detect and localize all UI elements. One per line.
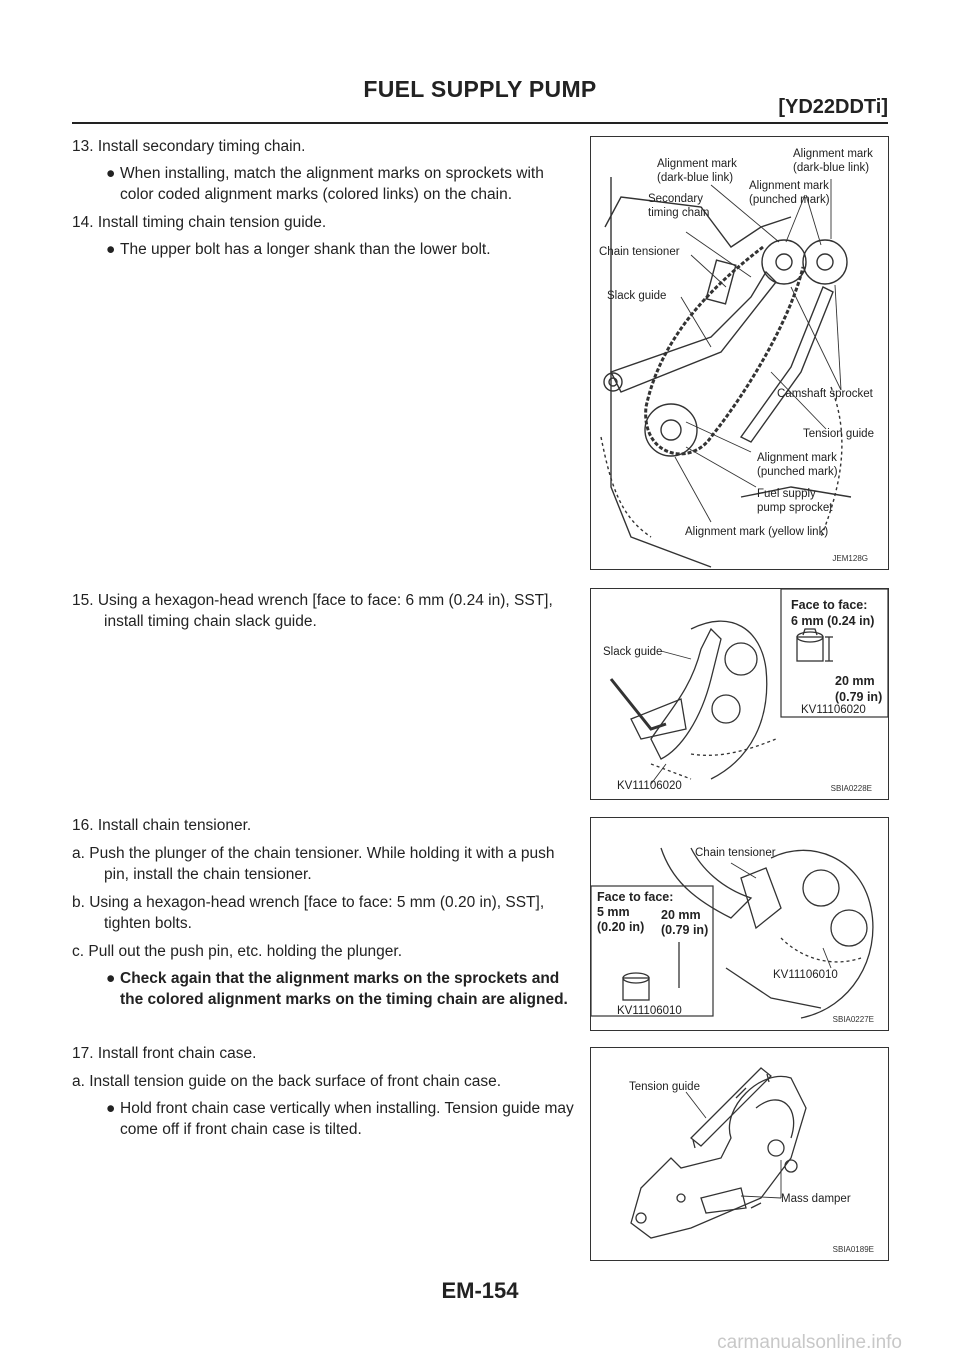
figure-front-chain-case bbox=[590, 1047, 889, 1261]
figure-code: JEM128G bbox=[832, 554, 868, 563]
step-15: 15. Using a hexagon-head wrench [face to face: 6 mm (0.24 in), SST], install timing chain slack guide. bbox=[72, 592, 553, 630]
step-17-bullet-text: Hold front chain case vertically when installing. Tension guide may come off if front chain case is tilted. bbox=[120, 1100, 574, 1138]
bullet-icon: ● bbox=[106, 1100, 116, 1117]
step-16c: c. Pull out the push pin, etc. holding the plunger. bbox=[72, 943, 403, 960]
label-chain-tensioner: Chain tensioner bbox=[599, 246, 680, 258]
step-13-bullet bbox=[72, 163, 580, 205]
steps-13-14 bbox=[72, 136, 580, 260]
label-slack-guide: Slack guide bbox=[603, 646, 663, 658]
step-14-bullet bbox=[72, 239, 580, 260]
label-am-yellow: Alignment mark (yellow link) bbox=[685, 526, 829, 538]
step-16b: b. Using a hexagon-head wrench [face to face: 5 mm (0.20 in), SST], tighten bolts. bbox=[72, 894, 545, 932]
label-tool-inset: KV11106020 bbox=[801, 704, 866, 716]
label-am-punched-top: Alignment mark (punched mark) bbox=[749, 180, 830, 206]
step-15-block bbox=[72, 590, 580, 632]
bullet-icon: ● bbox=[106, 241, 116, 258]
step-14-bullet-text: The upper bolt has a longer shank than the lower bolt. bbox=[120, 241, 491, 258]
figure-timing-chain bbox=[590, 136, 889, 570]
figure-code: SBIA0227E bbox=[832, 1015, 874, 1024]
label-camshaft-sprocket: Camshaft sprocket bbox=[777, 388, 873, 400]
watermark: carmanualsonline.info bbox=[717, 1332, 902, 1353]
step-17a: a. Install tension guide on the back surface of front chain case. bbox=[72, 1073, 502, 1090]
figure-slack-guide bbox=[590, 588, 889, 800]
label-am-dark-blue-right: Alignment mark (dark-blue link) bbox=[793, 148, 873, 174]
label-slack-guide: Slack guide bbox=[607, 290, 667, 302]
step-17-block bbox=[72, 1043, 580, 1140]
header-rule bbox=[72, 122, 888, 124]
label-tension-guide: Tension guide bbox=[629, 1081, 700, 1093]
step-16-bullet-text: Check again that the alignment marks on the sprockets and the colored alignment marks on the timing chain are aligned. bbox=[120, 970, 568, 1008]
label-face-to-face: Face to face: 6 mm (0.24 in) bbox=[791, 598, 875, 628]
bullet-icon: ● bbox=[106, 970, 116, 987]
label-length: 20 mm (0.79 in) bbox=[835, 674, 883, 704]
step-13-bullet-text: When installing, match the alignment marks on sprockets with color coded alignment marks (colored links) on the chain. bbox=[120, 165, 544, 203]
label-face-to-face: Face to face: 5 mm (0.20 in) bbox=[597, 890, 674, 934]
step-16-block bbox=[72, 815, 580, 1010]
timing-chain-illustration bbox=[591, 137, 888, 569]
label-tool-bottom: KV11106010 bbox=[617, 1005, 682, 1017]
step-16a: a. Push the plunger of the chain tensioner. While holding it with a push pin, install the chain tensioner. bbox=[72, 845, 555, 883]
label-fuel-pump-sprocket: Fuel supply pump sprocket bbox=[757, 488, 833, 514]
page-title: FUEL SUPPLY PUMP bbox=[363, 76, 597, 102]
label-length: 20 mm (0.79 in) bbox=[661, 908, 709, 937]
step-16-bullet bbox=[72, 968, 580, 1010]
label-mass-damper: Mass damper bbox=[781, 1193, 851, 1205]
label-secondary-chain: Secondary timing chain bbox=[648, 193, 710, 219]
step-14: 14. Install timing chain tension guide. bbox=[72, 214, 327, 231]
label-tension-guide: Tension guide bbox=[803, 428, 874, 440]
engine-model: [YD22DDTi] bbox=[778, 96, 888, 118]
step-17: 17. Install front chain case. bbox=[72, 1045, 257, 1062]
label-tool-bottom: KV11106020 bbox=[617, 780, 682, 792]
step-17-bullet bbox=[72, 1098, 580, 1140]
label-tool-right: KV11106010 bbox=[773, 969, 838, 981]
step-13: 13. Install secondary timing chain. bbox=[72, 138, 306, 155]
figure-chain-tensioner bbox=[590, 817, 889, 1031]
figure-code: SBIA0189E bbox=[832, 1245, 874, 1254]
label-chain-tensioner: Chain tensioner bbox=[695, 847, 776, 859]
figure-code: SBIA0228E bbox=[830, 784, 872, 793]
label-am-punched-bottom: Alignment mark (punched mark) bbox=[757, 452, 838, 478]
step-16: 16. Install chain tensioner. bbox=[72, 817, 252, 834]
label-am-dark-blue-left: Alignment mark (dark-blue link) bbox=[657, 158, 737, 184]
bullet-icon: ● bbox=[106, 165, 116, 182]
page-number: EM-154 bbox=[441, 1278, 519, 1303]
